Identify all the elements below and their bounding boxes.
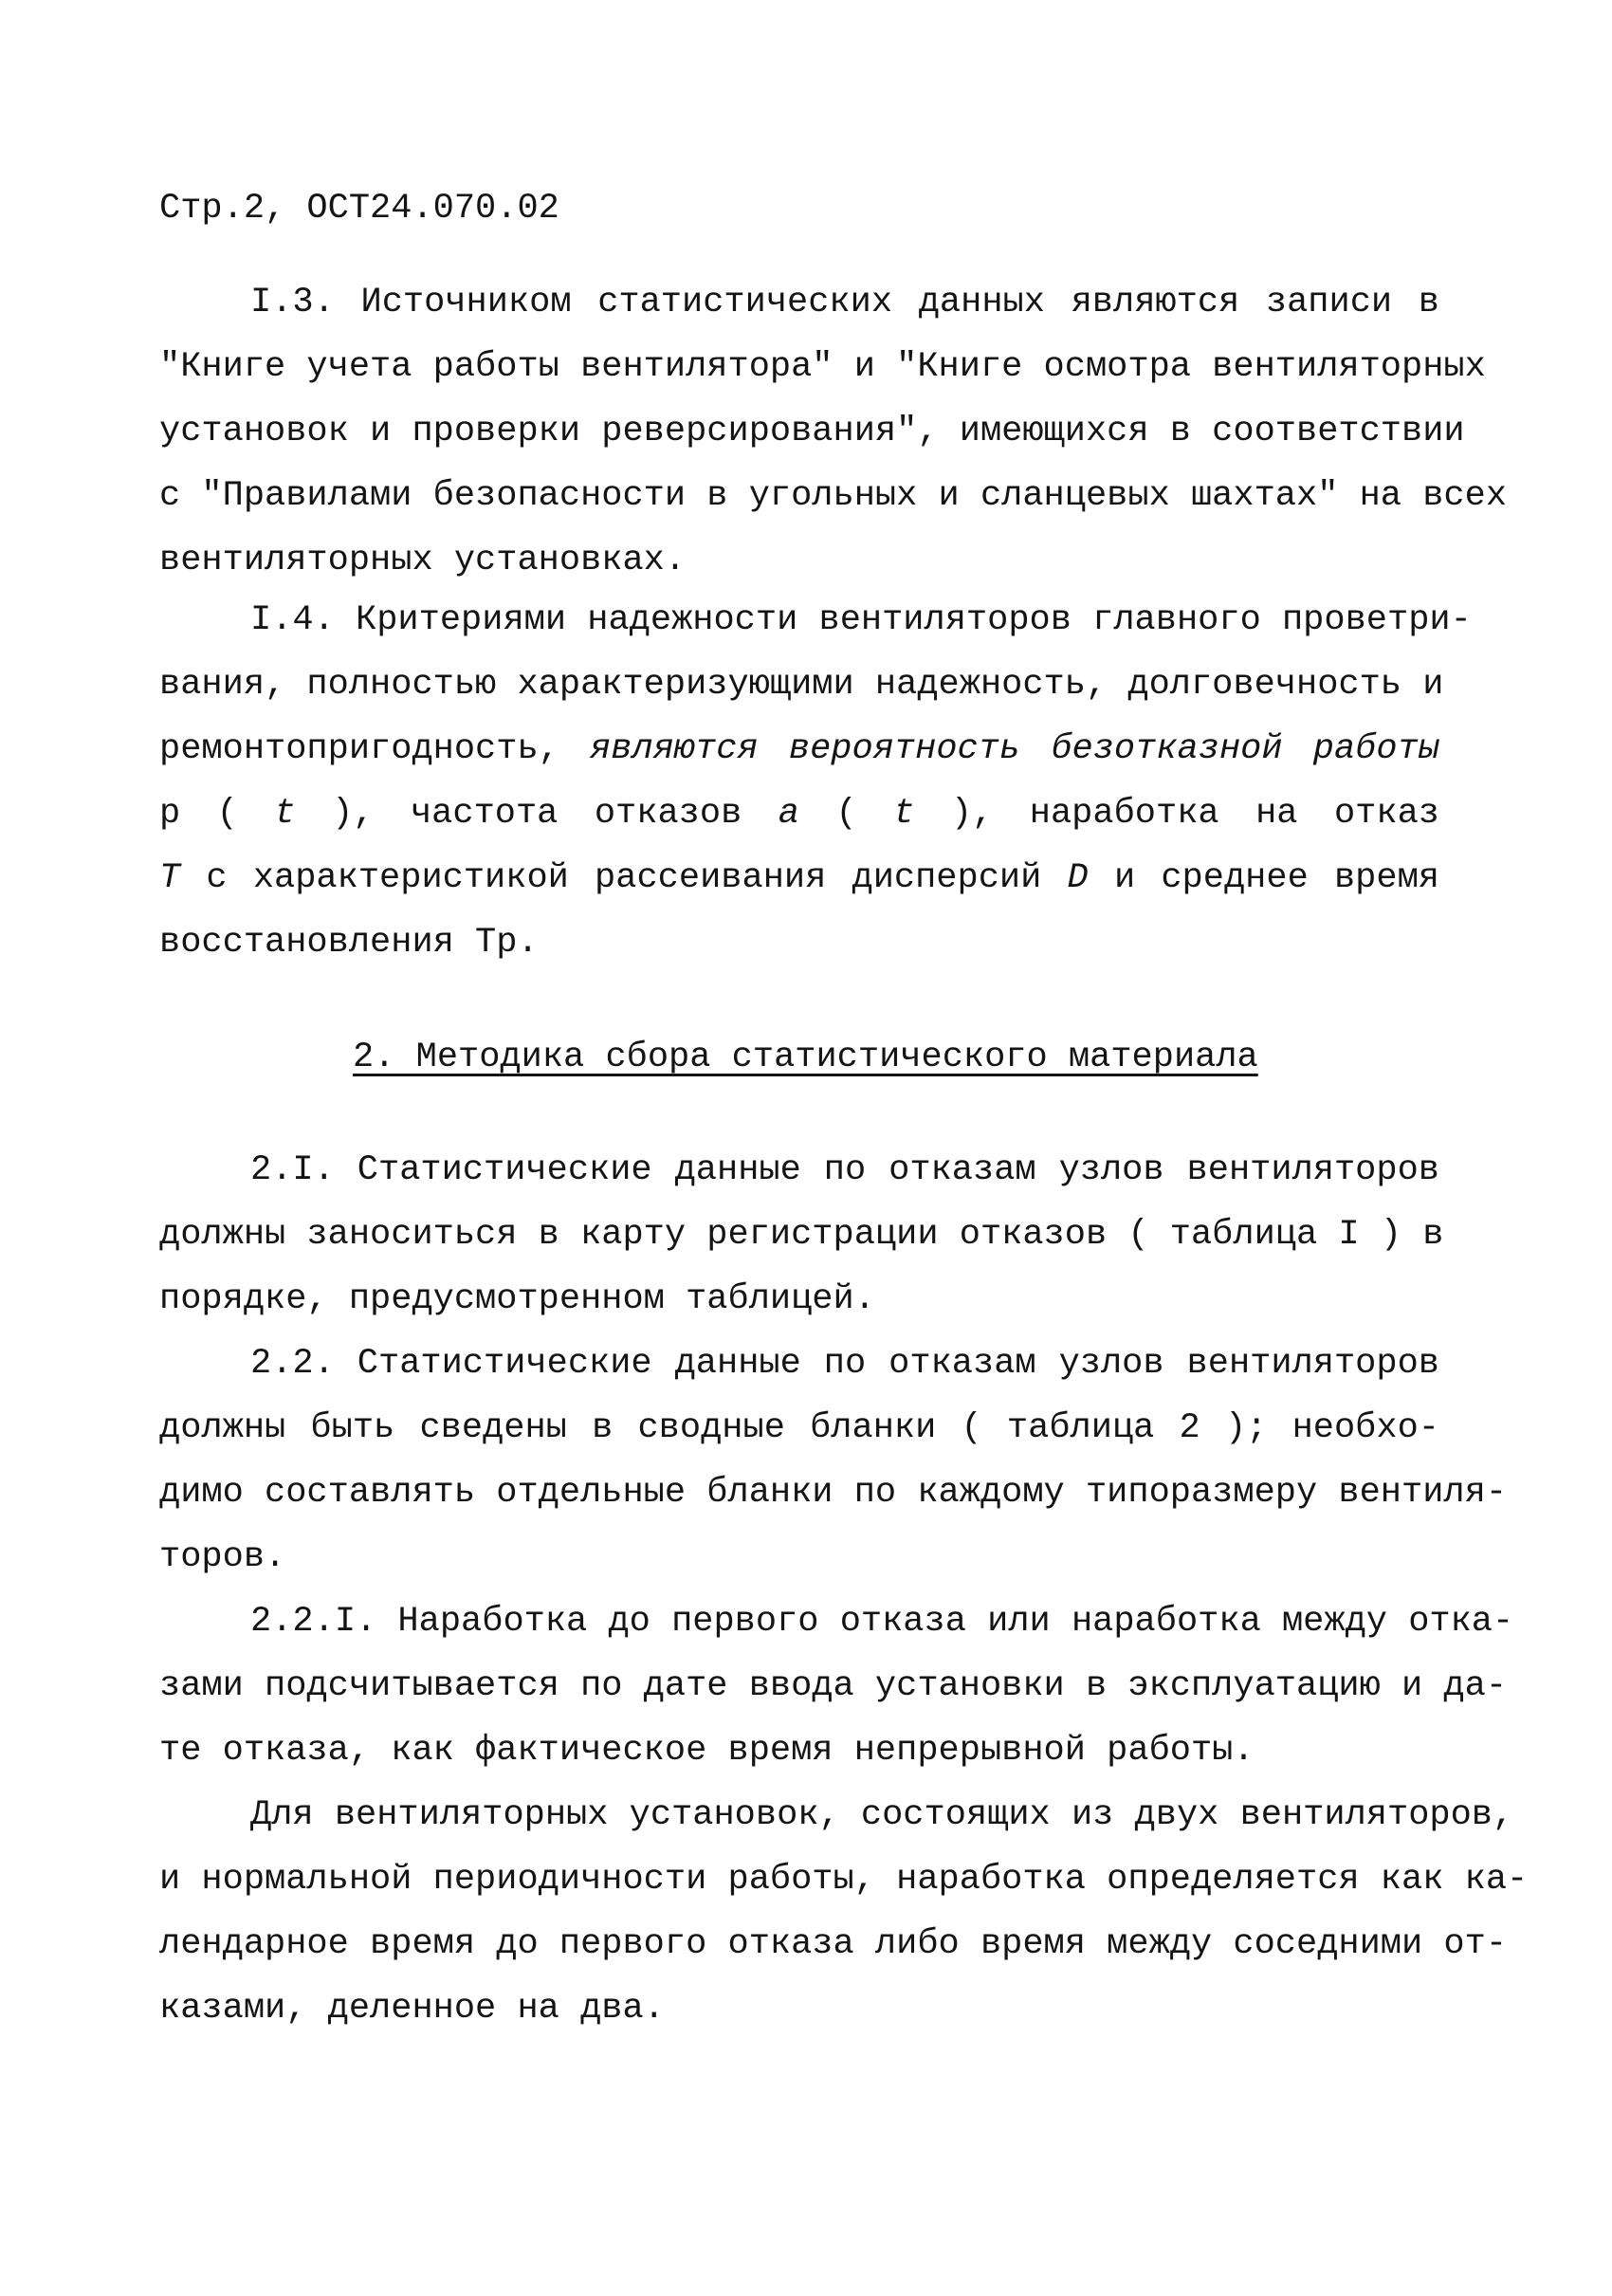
text-line: и нормальной периодичности работы, наработка определяется как ка- [159,1860,1529,1900]
symbol-T: T [159,858,181,898]
page-header: Стр.2, ОСТ24.070.02 [159,189,559,229]
text-line: I.4. Критериями надежности вентиляторов главного проветри- [250,600,1472,640]
text-line [159,717,1439,781]
text-line: установок и проверки реверсирования", имеющихся в соответствии [159,412,1465,451]
text-segment: р ( [159,794,238,834]
text-segment: ), частота отказов [332,794,742,834]
text-line: зами подсчитывается по дате ввода установки в эксплуатацию и да- [159,1666,1508,1706]
paragraph-1-4 [159,588,1472,975]
text-line: "Книге учета работы вентилятора" и "Книге осмотра вентиляторных [159,347,1486,387]
text-line: восстановления Тр. [159,923,539,963]
paragraph-2-1 [159,1138,1444,1332]
text-line: I.3. Источником статистических данных являются записи в [250,283,1439,322]
symbol-a: a [778,794,799,834]
text-segment: и среднее время [1113,858,1439,898]
text-line: должны заноситься в карту регистрации отказов ( таблица I ) в [159,1215,1444,1255]
text-line: Для вентиляторных установок, состоящих из двух вентиляторов, [250,1795,1514,1835]
symbol-D: D [1067,858,1089,898]
paragraph-final [159,1783,1529,2041]
text-line [159,781,1439,846]
section-heading: 2. Методика сбора статистического материала [353,1038,1258,1077]
symbol-t: t [274,794,296,834]
text-line: те отказа, как фактическое время непрерывной работы. [159,1731,1255,1771]
text-line: вентиляторных установках. [159,541,687,580]
symbol-t: t [893,794,915,834]
text-line: димо составлять отдельные бланки по каждому типоразмеру вентиля- [159,1473,1508,1513]
paragraph-2-2 [159,1332,1508,1589]
text-line [159,846,1439,910]
text-line: с "Правилами безопасности в угольных и сланцевых шахтах" на всех [159,476,1508,516]
text-segment-italic: работы [1312,729,1439,769]
text-line: лендарное время до первого отказа либо время между соседними от- [159,1924,1508,1964]
text-segment: с характеристикой рассеивания дисперсий [206,858,1042,898]
text-line: казами, деленное на два. [159,1989,665,2029]
text-line: 2.I. Статистические данные по отказам узлов вентиляторов [250,1150,1439,1190]
text-line: 2.2.I. Наработка до первого отказа или наработка между отка- [250,1602,1514,1642]
text-segment: ( [835,794,857,834]
paragraph-1-3 [159,270,1508,593]
text-line: 2.2. Статистические данные по отказам узлов вентиляторов [250,1344,1439,1384]
text-segment: ремонтопригодность, [159,729,559,769]
text-line: должны быть сведены в сводные бланки ( таблица 2 ); необхо- [159,1408,1439,1448]
text-line: порядке, предусмотренном таблицей. [159,1279,875,1319]
text-line: вания, полностью характеризующими надежность, долговечность и [159,665,1444,705]
text-segment: ), наработка на отказ [950,794,1439,834]
paragraph-2-2-1 [159,1589,1514,1783]
text-segment-italic: являются вероятность безотказной [590,729,1283,769]
text-line: торов. [159,1537,286,1577]
